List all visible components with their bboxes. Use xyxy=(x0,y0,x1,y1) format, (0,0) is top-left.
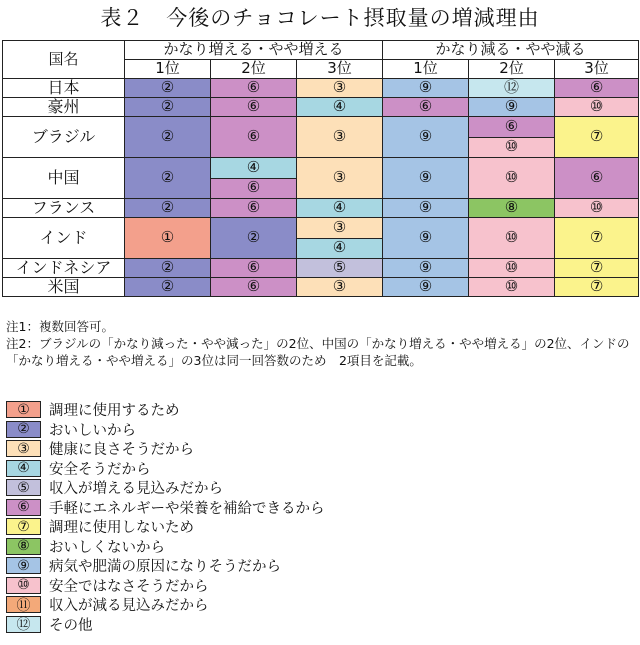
header-inc-rank1: 1位 xyxy=(125,60,211,79)
reason-subcell: ⑥ xyxy=(469,117,554,137)
reason-cell: ⑦ xyxy=(555,218,639,259)
reason-cell: ⑫ xyxy=(469,79,555,98)
header-country: 国名 xyxy=(3,41,125,79)
reason-cell: ③ xyxy=(297,117,383,158)
reason-cell: ⑥ xyxy=(211,259,297,278)
header-dec-rank2: 2位 xyxy=(469,60,555,79)
country-name: ブラジル xyxy=(3,117,125,158)
legend-swatch: ⑧ xyxy=(6,538,41,555)
reason-cell: ⑥ xyxy=(211,117,297,158)
reason-cell: ⑨ xyxy=(469,98,555,117)
reason-cell: ② xyxy=(125,117,211,158)
notes xyxy=(6,318,636,369)
table-row xyxy=(3,117,639,158)
reason-cell: ⑦ xyxy=(555,278,639,297)
legend-swatch: ① xyxy=(6,401,41,418)
legend-swatch: ⑪ xyxy=(6,596,41,613)
reason-cell: ② xyxy=(211,218,297,259)
reason-cell: ⑨ xyxy=(383,218,469,259)
country-name: 中国 xyxy=(3,158,125,199)
legend-label: 安全ではなさそうだから xyxy=(49,578,209,595)
reason-cell: ⑩ xyxy=(555,199,639,218)
reason-cell: ④ xyxy=(297,199,383,218)
table-row xyxy=(3,199,639,218)
legend-label: 病気や肥満の原因になりそうだから xyxy=(49,559,281,576)
country-name: インドネシア xyxy=(3,259,125,278)
reason-cell: ⑤ xyxy=(297,259,383,278)
reason-cell: ④ xyxy=(297,98,383,117)
legend-label: 収入が増える見込みだから xyxy=(49,481,223,498)
reason-cell: ⑨ xyxy=(383,199,469,218)
table-row xyxy=(3,158,639,199)
reason-subcell: ⑥ xyxy=(211,178,296,199)
legend-swatch: ② xyxy=(6,421,41,438)
reason-cell xyxy=(469,117,555,158)
legend-item xyxy=(6,420,325,440)
table-row xyxy=(3,218,639,259)
reason-cell: ⑥ xyxy=(211,98,297,117)
reason-cell: ⑧ xyxy=(469,199,555,218)
legend-swatch: ⑦ xyxy=(6,518,41,535)
legend-item xyxy=(6,615,325,635)
reason-cell xyxy=(211,158,297,199)
legend-label: 安全そうだから xyxy=(49,461,151,478)
header-dec-rank1: 1位 xyxy=(383,60,469,79)
note-1: 注1：複数回答可。 xyxy=(6,319,114,334)
reason-cell: ⑨ xyxy=(383,259,469,278)
legend-swatch: ⑥ xyxy=(6,499,41,516)
note-2: 注2：ブラジルの「かなり減った・やや減った」の2位、中国の「かなり増える・やや増える」の2位、インドの「かなり増える・やや増える」の3位は同一回答数のため 2項目を記載。 xyxy=(6,336,630,368)
reason-cell: ⑦ xyxy=(555,259,639,278)
reason-cell: ⑩ xyxy=(469,158,555,199)
reason-cell: ⑥ xyxy=(555,158,639,199)
reason-cell xyxy=(297,218,383,259)
reason-cell: ⑩ xyxy=(469,218,555,259)
header-increase: かなり増える・やや増える xyxy=(125,41,383,60)
reason-cell: ⑩ xyxy=(469,278,555,297)
reason-cell: ⑦ xyxy=(555,117,639,158)
page-title: 表２ 今後のチョコレート摂取量の増減理由 xyxy=(100,6,540,30)
header-decrease: かなり減る・やや減る xyxy=(383,41,639,60)
legend-label: 健康に良さそうだから xyxy=(49,442,194,459)
reason-subcell: ④ xyxy=(297,238,382,259)
reason-subcell: ⑩ xyxy=(469,137,554,158)
reason-cell: ⑩ xyxy=(555,98,639,117)
reason-cell: ② xyxy=(125,199,211,218)
legend-item xyxy=(6,556,325,576)
reason-cell: ⑨ xyxy=(383,79,469,98)
reason-cell: ⑨ xyxy=(383,278,469,297)
country-name: フランス xyxy=(3,199,125,218)
legend-swatch: ④ xyxy=(6,460,41,477)
reason-cell: ⑨ xyxy=(383,117,469,158)
country-name: 日本 xyxy=(3,79,125,98)
country-name: インド xyxy=(3,218,125,259)
legend-item xyxy=(6,400,325,420)
reason-table-body xyxy=(3,41,639,297)
reason-cell: ② xyxy=(125,79,211,98)
legend-item xyxy=(6,439,325,459)
reason-cell: ② xyxy=(125,98,211,117)
reason-cell: ② xyxy=(125,158,211,199)
reason-cell: ⑥ xyxy=(211,199,297,218)
reason-cell: ⑩ xyxy=(469,259,555,278)
table-row xyxy=(3,98,639,117)
legend-item xyxy=(6,537,325,557)
legend-label: 手軽にエネルギーや栄養を補給できるから xyxy=(49,500,325,517)
reason-cell: ⑨ xyxy=(383,158,469,199)
reason-cell: ⑥ xyxy=(555,79,639,98)
legend-swatch: ③ xyxy=(6,440,41,457)
header-inc-rank3: 3位 xyxy=(297,60,383,79)
table-row xyxy=(3,259,639,278)
legend xyxy=(6,400,325,634)
header-dec-rank3: 3位 xyxy=(555,60,639,79)
legend-swatch: ⑤ xyxy=(6,479,41,496)
legend-item xyxy=(6,595,325,615)
legend-label: その他 xyxy=(49,617,93,634)
legend-item xyxy=(6,517,325,537)
header-inc-rank2: 2位 xyxy=(211,60,297,79)
legend-label: 調理に使用しないため xyxy=(49,520,194,537)
reason-cell: ③ xyxy=(297,158,383,199)
legend-item xyxy=(6,478,325,498)
reason-cell: ⑥ xyxy=(383,98,469,117)
reason-table xyxy=(2,40,639,297)
legend-swatch: ⑫ xyxy=(6,616,41,633)
reason-subcell: ④ xyxy=(211,158,296,178)
legend-label: おいしいから xyxy=(49,422,136,439)
reason-cell: ③ xyxy=(297,278,383,297)
reason-cell: ② xyxy=(125,278,211,297)
reason-subcell: ③ xyxy=(297,218,382,238)
legend-item xyxy=(6,498,325,518)
legend-item xyxy=(6,576,325,596)
table-row xyxy=(3,79,639,98)
table-row xyxy=(3,278,639,297)
reason-cell: ② xyxy=(125,259,211,278)
country-name: 米国 xyxy=(3,278,125,297)
country-name: 豪州 xyxy=(3,98,125,117)
legend-label: おいしくないから xyxy=(49,539,165,556)
legend-item xyxy=(6,459,325,479)
legend-swatch: ⑨ xyxy=(6,557,41,574)
legend-swatch: ⑩ xyxy=(6,577,41,594)
reason-cell: ① xyxy=(125,218,211,259)
reason-cell: ⑥ xyxy=(211,79,297,98)
reason-cell: ③ xyxy=(297,79,383,98)
legend-label: 調理に使用するため xyxy=(49,403,180,420)
reason-cell: ⑥ xyxy=(211,278,297,297)
legend-label: 収入が減る見込みだから xyxy=(49,598,209,615)
